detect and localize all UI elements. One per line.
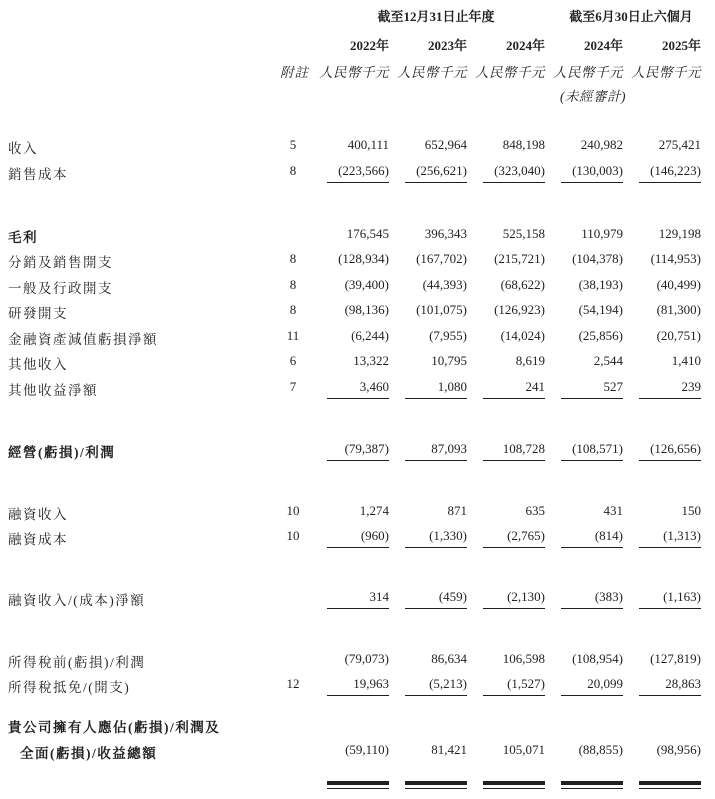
cell-revenue-col5: 275,421 xyxy=(658,137,701,152)
subtotal-rule xyxy=(639,608,701,609)
cell-cost-of-sales-col2: (256,621) xyxy=(416,163,467,178)
subtotal-rule xyxy=(483,695,545,696)
cell-finance-net-col1: 314 xyxy=(369,589,389,604)
cell-finance-income-col4: 431 xyxy=(603,503,623,518)
subtotal-rule xyxy=(327,182,389,183)
cell-other-gains-net-col4: 527 xyxy=(603,379,623,394)
header-unit: 人民幣千元 xyxy=(553,65,623,80)
subtotal-rule xyxy=(327,695,389,696)
row-note: 6 xyxy=(289,353,297,368)
cell-impairment-losses-col5: (20,751) xyxy=(656,328,701,343)
header-year-2024: 2024年 xyxy=(505,38,545,53)
cell-distribution-selling-expenses-col5: (114,953) xyxy=(650,251,701,266)
double-rule-thin xyxy=(483,788,545,789)
cell-impairment-losses-col3: (14,024) xyxy=(500,328,545,343)
cell-gross-profit-col1: 176,545 xyxy=(346,226,389,241)
subtotal-rule xyxy=(405,182,467,183)
cell-income-tax-col1: 19,963 xyxy=(353,676,389,691)
double-rule-thick xyxy=(561,781,623,785)
row-note: 10 xyxy=(286,528,300,543)
cell-finance-costs-col1: (960) xyxy=(360,528,389,543)
cell-operating-profit-loss-col1: (79,387) xyxy=(344,441,389,456)
subtotal-rule xyxy=(483,182,545,183)
header-note-label: 附註 xyxy=(280,65,309,80)
cell-impairment-losses-col2: (7,955) xyxy=(429,328,467,343)
cell-cost-of-sales-col4: (130,003) xyxy=(572,163,623,178)
subtotal-rule xyxy=(639,547,701,548)
header-year-2025-interim: 2025年 xyxy=(661,38,701,53)
row-label-income-tax: 所得稅抵免/(開支) xyxy=(8,680,131,695)
subtotal-rule xyxy=(483,398,545,399)
double-rule-thick xyxy=(639,781,701,785)
cell-income-tax-col2: (5,213) xyxy=(429,676,467,691)
cell-profit-before-tax-col4: (108,954) xyxy=(572,651,623,666)
cell-impairment-losses-col1: (6,244) xyxy=(351,328,389,343)
cell-other-gains-net-col1: 3,460 xyxy=(359,379,389,394)
cell-finance-income-col5: 150 xyxy=(681,503,701,518)
cell-operating-profit-loss-col2: 87,093 xyxy=(431,441,467,456)
row-note: 12 xyxy=(286,676,300,691)
double-rule-thin xyxy=(561,788,623,789)
cell-finance-costs-col4: (814) xyxy=(594,528,623,543)
double-rule-thick xyxy=(483,781,545,785)
cell-gross-profit-col3: 525,158 xyxy=(502,226,545,241)
cell-gross-profit-col2: 396,343 xyxy=(424,226,467,241)
row-label-other-income: 其他收入 xyxy=(8,357,68,372)
subtotal-rule xyxy=(405,608,467,609)
cell-total-comprehensive-col3: 105,071 xyxy=(502,742,545,757)
row-note: 10 xyxy=(286,503,300,518)
row-label-general-admin-expenses: 一般及行政開支 xyxy=(8,281,113,296)
cell-distribution-selling-expenses-col2: (167,702) xyxy=(416,251,467,266)
subtotal-rule xyxy=(639,460,701,461)
header-year-2022: 2022年 xyxy=(349,38,389,53)
double-rule-thin xyxy=(327,788,389,789)
cell-rd-expenses-col2: (101,075) xyxy=(416,302,467,317)
row-label-other-gains-net: 其他收益淨額 xyxy=(8,383,98,398)
header-unit: 人民幣千元 xyxy=(475,65,545,80)
cell-income-tax-col5: 28,863 xyxy=(665,676,701,691)
cell-finance-costs-col3: (2,765) xyxy=(507,528,545,543)
cell-other-gains-net-col5: 239 xyxy=(681,379,701,394)
subtotal-rule xyxy=(483,460,545,461)
double-rule-thin xyxy=(639,788,701,789)
cell-rd-expenses-col5: (81,300) xyxy=(656,302,701,317)
header-unit: 人民幣千元 xyxy=(631,65,701,80)
row-note: 8 xyxy=(289,163,297,178)
row-label-rd-expenses: 研發開支 xyxy=(8,306,68,321)
cell-other-income-col4: 2,544 xyxy=(593,353,623,368)
cell-distribution-selling-expenses-col1: (128,934) xyxy=(338,251,389,266)
cell-operating-profit-loss-col3: 108,728 xyxy=(502,441,545,456)
subtotal-rule xyxy=(561,460,623,461)
cell-finance-costs-col5: (1,313) xyxy=(663,528,701,543)
cell-finance-income-col2: 871 xyxy=(447,503,467,518)
header-year-2023: 2023年 xyxy=(427,38,467,53)
cell-impairment-losses-col4: (25,856) xyxy=(578,328,623,343)
cell-general-admin-expenses-col5: (40,499) xyxy=(656,277,701,292)
row-label-gross-profit: 毛利 xyxy=(8,230,38,245)
cell-other-income-col1: 13,322 xyxy=(353,353,389,368)
cell-other-income-col3: 8,619 xyxy=(515,353,545,368)
cell-rd-expenses-col4: (54,194) xyxy=(578,302,623,317)
cell-operating-profit-loss-col4: (108,571) xyxy=(572,441,623,456)
subtotal-rule xyxy=(327,398,389,399)
subtotal-rule xyxy=(561,398,623,399)
cell-profit-before-tax-col1: (79,073) xyxy=(344,651,389,666)
subtotal-rule xyxy=(561,695,623,696)
cell-cost-of-sales-col1: (223,566) xyxy=(338,163,389,178)
cell-operating-profit-loss-col5: (126,656) xyxy=(650,441,701,456)
subtotal-rule xyxy=(561,182,623,183)
header-unit: 人民幣千元 xyxy=(397,65,467,80)
row-note: 5 xyxy=(289,137,297,152)
cell-rd-expenses-col1: (98,136) xyxy=(344,302,389,317)
row-label-finance-costs: 融資成本 xyxy=(8,532,68,547)
cell-general-admin-expenses-col1: (39,400) xyxy=(344,277,389,292)
cell-gross-profit-col4: 110,979 xyxy=(581,226,623,241)
cell-profit-before-tax-col2: 86,634 xyxy=(431,651,467,666)
subtotal-rule xyxy=(327,547,389,548)
cell-gross-profit-col5: 129,198 xyxy=(658,226,701,241)
cell-other-income-col2: 10,795 xyxy=(431,353,467,368)
cell-total-comprehensive-col1: (59,110) xyxy=(345,742,389,757)
header-group-year-ended: 截至12月31日止年度 xyxy=(377,9,495,24)
subtotal-rule xyxy=(483,608,545,609)
subtotal-rule xyxy=(639,398,701,399)
subtotal-rule xyxy=(405,695,467,696)
cell-finance-net-col2: (459) xyxy=(438,589,467,604)
subtotal-rule xyxy=(405,460,467,461)
cell-finance-income-col3: 635 xyxy=(525,503,545,518)
header-unaudited: (未經審計) xyxy=(560,89,626,104)
row-note: 8 xyxy=(289,277,297,292)
cell-general-admin-expenses-col2: (44,393) xyxy=(422,277,467,292)
cell-other-income-col5: 1,410 xyxy=(671,353,701,368)
cell-distribution-selling-expenses-col4: (104,378) xyxy=(572,251,623,266)
subtotal-rule xyxy=(639,182,701,183)
row-label-finance-income: 融資收入 xyxy=(8,507,68,522)
cell-income-tax-col4: 20,099 xyxy=(587,676,623,691)
cell-revenue-col3: 848,198 xyxy=(502,137,545,152)
cell-general-admin-expenses-col3: (68,622) xyxy=(500,277,545,292)
subtotal-rule xyxy=(327,460,389,461)
row-label-finance-net: 融資收入/(成本)淨額 xyxy=(8,593,146,608)
cell-other-gains-net-col3: 241 xyxy=(525,379,545,394)
cell-total-comprehensive-col5: (98,956) xyxy=(656,742,701,757)
cell-general-admin-expenses-col4: (38,193) xyxy=(578,277,623,292)
cell-finance-income-col1: 1,274 xyxy=(359,503,389,518)
row-note: 8 xyxy=(289,302,297,317)
cell-revenue-col4: 240,982 xyxy=(580,137,623,152)
subtotal-rule xyxy=(405,547,467,548)
cell-distribution-selling-expenses-col3: (215,721) xyxy=(494,251,545,266)
cell-profit-before-tax-col3: 106,598 xyxy=(502,651,545,666)
cell-finance-costs-col2: (1,330) xyxy=(429,528,467,543)
row-label-impairment-losses: 金融資產減值虧損淨額 xyxy=(8,332,158,347)
subtotal-rule xyxy=(483,547,545,548)
double-rule-thin xyxy=(405,788,467,789)
cell-total-comprehensive-col4: (88,855) xyxy=(578,742,623,757)
subtotal-rule xyxy=(561,608,623,609)
row-label-revenue: 收入 xyxy=(8,141,38,156)
cell-cost-of-sales-col3: (323,040) xyxy=(494,163,545,178)
subtotal-rule xyxy=(561,547,623,548)
row-label-total-comprehensive: 貴公司擁有人應佔(虧損)/利潤及 xyxy=(8,720,221,735)
row-label-operating-profit-loss: 經營(虧損)/利潤 xyxy=(8,445,116,460)
row-label-cost-of-sales: 銷售成本 xyxy=(8,167,68,182)
cell-other-gains-net-col2: 1,080 xyxy=(437,379,467,394)
header-year-2024-interim: 2024年 xyxy=(583,38,623,53)
double-rule-thick xyxy=(405,781,467,785)
cell-revenue-col2: 652,964 xyxy=(424,137,467,152)
row-label-profit-before-tax: 所得稅前(虧損)/利潤 xyxy=(8,655,146,670)
row-label-distribution-selling-expenses: 分銷及銷售開支 xyxy=(8,255,113,270)
cell-cost-of-sales-col5: (146,223) xyxy=(650,163,701,178)
cell-total-comprehensive-col2: 81,421 xyxy=(431,742,467,757)
cell-finance-net-col3: (2,130) xyxy=(507,589,545,604)
subtotal-rule xyxy=(639,695,701,696)
cell-finance-net-col4: (383) xyxy=(594,589,623,604)
row-label-total-comprehensive-line2: 全面(虧損)/收益總額 xyxy=(20,746,158,761)
cell-income-tax-col3: (1,527) xyxy=(507,676,545,691)
header-unit: 人民幣千元 xyxy=(319,65,389,80)
cell-finance-net-col5: (1,163) xyxy=(663,589,701,604)
cell-revenue-col1: 400,111 xyxy=(347,137,389,152)
row-note: 11 xyxy=(286,328,300,343)
row-note: 8 xyxy=(289,251,297,266)
cell-profit-before-tax-col5: (127,819) xyxy=(650,651,701,666)
row-note: 7 xyxy=(289,379,297,394)
double-rule-thick xyxy=(327,781,389,785)
cell-rd-expenses-col3: (126,923) xyxy=(494,302,545,317)
subtotal-rule xyxy=(405,398,467,399)
subtotal-rule xyxy=(327,608,389,609)
header-group-six-months: 截至6月30日止六個月 xyxy=(569,9,693,24)
